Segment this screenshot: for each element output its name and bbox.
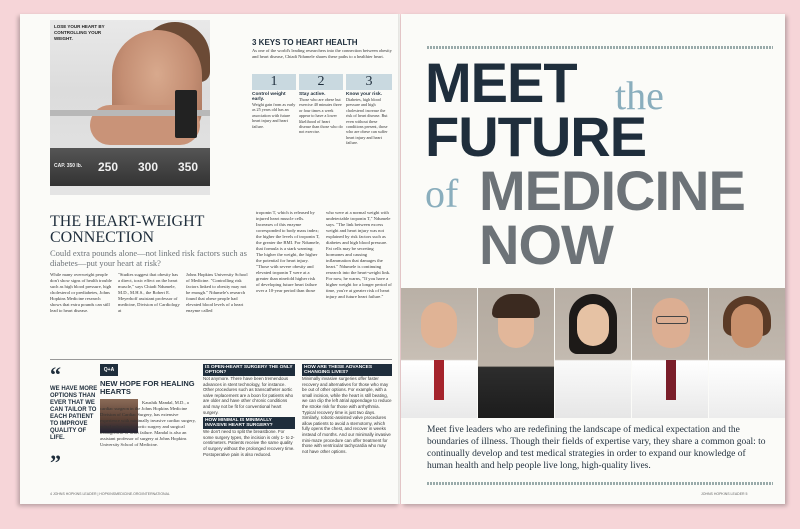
left-page [20,14,400,504]
article-title: THE HEART-WEIGHT CONNECTION [50,213,205,246]
scale-number-250: 250 [98,160,119,174]
portrait-face [421,302,457,348]
portrait-face [731,304,763,348]
portrait-hair [492,294,540,318]
article-col-5: who were at a normal weight with undetectable troponin T," Ndumele says. "The link between excess weight and heart injury was not explained by risk factors such as diabetes and high blood pressure. Fat cells may be secreting hormones and causing inflammation that damages the heart." Ndumele is continuing research into the heart-weight link. For now, he warns, "If you have a higher weight for a longer period of time, you're at greater risk of heart injury and future heart failure." [326,210,392,299]
qa-answer-2: We don't need to split the breastbone. For some surgery types, the incision is only 1- to 2-centimeters. Patients receive the same quality of surgery without the prolonged recovery time. Postoperative pain is also reduced. [203,429,295,457]
qa-answer-1: Not anymore. There have been tremendous advances in stent technology, for instance. Other procedures such as transcatheter aortic valve replacement are a boon for patients who are older and have other chronic conditions and may not be fit for conventional heart surgery. [203,376,294,415]
key-1 [252,74,296,129]
qa-intro: Kaushik Mandal, M.D., a cardiac surgeon in the Johns Hopkins Medicine Division of Cardiac Surgery, has extensive experience with minimally invasive cardiac surgery, mitral valve repair, aortic surgery and surgical management of heart failure. Mandal is also an assistant professor of surgery at Johns Hopkins University School of Medicine. [100,400,196,447]
key-title: Stay active. [299,92,326,97]
key-3 [346,74,392,146]
section-divider [50,359,392,360]
portrait-2 [478,288,554,418]
qa-question-2: HOW MINIMAL IS MINIMALLY INVASIVE HEART SURGERY? [203,417,295,429]
quote-close-icon: ” [50,450,61,475]
portrait-4 [632,288,708,418]
key-number: 3 [346,74,392,90]
scale-weight [175,90,197,138]
photo-caption: LOSE YOUR HEART BY CONTROLLING YOUR WEIGHT. [54,24,105,41]
portrait-5 [709,288,785,418]
scale-number-300: 300 [138,160,159,174]
key-text: Weight gain from as early as 25 years old has an association with future heart injury and heart failure. [252,102,296,129]
qa-column-2 [302,364,392,454]
right-footer: JOHNS HOPKINS LEADER 5 [701,492,748,496]
key-text: Diabetes, high blood pressure and high cholesterol increase the risk of heart disease. But even without these conditions present, those who are obese can suffer heart injury and heart failure. [346,97,388,146]
top-rule [427,46,773,49]
article-col-3: Johns Hopkins University School of Medicine. "Controlling risk factors linked to obesity may not be enough." Ndumele's research found that obese people had elevated blood levels of a heart enzyme called [186,272,248,313]
scale-body [50,148,210,186]
portraits-row [401,288,785,418]
quote-open-icon: “ [50,362,61,387]
glasses-icon [656,316,688,324]
keys-heading: 3 KEYS TO HEART HEALTH [252,38,358,47]
right-page [401,14,785,504]
article-col-2: "Studies suggest that obesity has a direct, toxic effect on the heart muscle," says Chiadi Ndumele, M.D., M.H.S., the Robert E. Meyerhoff assistant professor of medicine, Division of Cardiology at [118,272,180,313]
qa-column-1 [203,364,295,457]
article-deck: Could extra pounds alone—not linked risk factors such as diabetes—put your heart at risk? [50,248,247,268]
portrait-tie [434,360,444,400]
title-of: of [425,171,459,216]
portrait-tie [666,360,676,400]
qa-question-3: HOW ARE THESE ADVANCES CHANGING LIVES? [302,364,392,376]
bottom-rule [427,482,773,485]
intro-body: Meet five leaders who are redefining the landscape of medical expectation and the boundaries of illness. Though their fields of expertise vary, they share a common goal: to continually develop and test medical strategies in order to expand our knowledge of human health and help people live long, high-quality lives. [427,425,766,471]
qa-question-1: IS OPEN-HEART SURGERY THE ONLY OPTION? [203,364,295,376]
key-title: Control weight early. [252,92,286,102]
pull-quote: WE HAVE MORE OPTIONS THAN EVER THAT WE CAN TAILOR TO EACH PATIENT TO IMPROVE QUALITY OF LIFE. [50,386,98,441]
portrait-3 [555,288,631,418]
scale-number-350: 350 [178,160,199,174]
title-meet: MEET [425,51,577,114]
title-future: FUTURE [425,105,647,168]
scale-cap: CAP. 350 lb. [54,163,83,169]
article-col-1: While many overweight people don't show signs of health trouble such as high blood pressure, high cholesterol or prediabetes, Johns Hopkins Medicine research shows that extra pounds can still lead to heart disease. [50,272,112,313]
portrait-face [577,304,609,346]
portrait-1 [401,288,477,418]
title-now: NOW [479,213,613,276]
key-number: 1 [252,74,296,90]
qa-answer-3: Minimally invasive surgeries offer faster recovery and alternatives for those who may be out of other options. For example, with a small incision, while the heart is still beating, we can clip the left atrial appendage to reduce the stroke risk for those with arrhythmia. Typical recovery time is just two days. Similarly, robotic-assisted valve procedures allow patients to avoid a sternotomy, which fully opens the chest, and recover in weeks instead of months. And our minimally invasive mini-maze procedure can offer treatment for those with ventricular tachycardia who may not have other options. [302,376,392,454]
key-2 [299,74,343,135]
key-number: 2 [299,74,343,90]
keys-intro: As one of the world's leading researchers into the connection between obesity and heart disease, Chiadi Ndumele shares these paths to a healthier heart. [252,48,392,59]
hero-photo [50,20,210,195]
title-the: the [615,73,664,118]
key-title: Know your risk. [346,92,382,97]
key-text: Those who are obese but exercise 40 minutes three or four times a week appear to have a lower likelihood of heart disease than those who do not exercise. [299,97,343,135]
qa-title: NEW HOPE FOR HEALING HEARTS [100,379,195,396]
left-footer: 4 JOHNS HOPKINS LEADER | HOPKINSMEDICINE.ORG/INTERNATIONAL [50,492,170,496]
article-col-4: troponin T, which is released by injured heart muscle cells. Increases of this enzyme corresponded to body mass index; the higher the levels of troponin T, the greater the BMI. For Ndumele, that formula is a stark warning: The higher the weight, the higher the potential for heart injury. "Those with severe obesity and elevated troponin T were at a greater than ninefold higher risk of developing future heart failure over a 10-year period than those [256,210,320,293]
title-medicine: MEDICINE [479,159,745,222]
keys-grid [252,74,392,192]
qa-badge: Q+A [100,364,118,376]
